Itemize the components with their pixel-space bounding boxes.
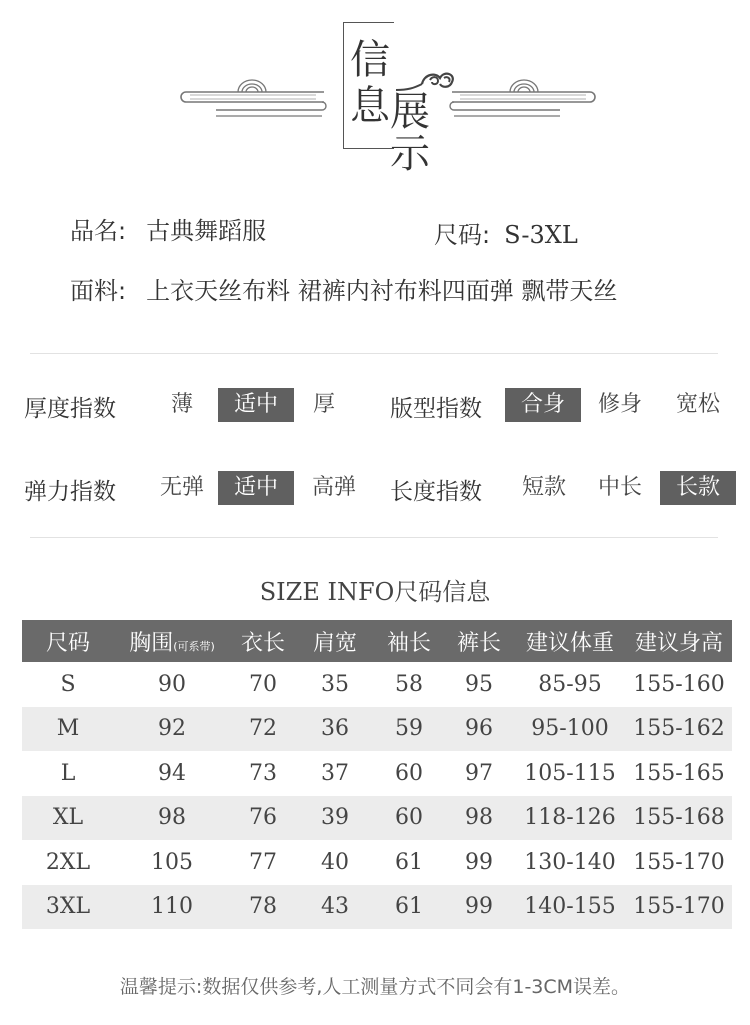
fit-index-label: 版型指数: [390, 396, 482, 422]
length-index-label: 长度指数: [390, 479, 482, 505]
table-cell: 39: [296, 796, 374, 841]
table-cell: 97: [465, 760, 493, 786]
table-cell: 76: [230, 796, 296, 841]
table-cell: 73: [249, 760, 277, 786]
table-cell: 58: [395, 671, 423, 697]
table-row: [22, 885, 732, 930]
length-option-medium: 中长: [597, 475, 642, 500]
title-char-4: 示: [390, 131, 430, 177]
product-name-label: 品名:: [70, 217, 127, 245]
table-cell: 72: [230, 707, 296, 752]
table-cell: 2XL: [45, 849, 91, 875]
table-row: [22, 751, 732, 796]
table-cell: 99: [465, 849, 493, 875]
title-char-1: 信: [350, 37, 390, 83]
table-cell: 98: [114, 796, 230, 841]
header-chest-label: 胸围: [129, 630, 174, 656]
table-cell: 118-126: [514, 796, 626, 841]
table-cell: 95-100: [514, 707, 626, 752]
product-size-value: S-3XL: [504, 221, 578, 249]
product-fabric-value: 上衣天丝布料 裙裤内衬布料四面弹 飘带天丝: [146, 277, 618, 305]
thickness-index-label: 厚度指数: [24, 396, 116, 422]
table-cell: 98: [444, 796, 514, 841]
table-cell: 155-170: [633, 849, 725, 875]
table-cell: 155-165: [633, 760, 725, 786]
size-table-header-row: [22, 620, 732, 662]
elasticity-option-medium: 适中: [218, 471, 294, 505]
table-cell: 35: [321, 671, 349, 697]
elasticity-index-label: 弹力指数: [24, 479, 116, 505]
table-row: [22, 707, 732, 752]
product-name-value: 古典舞蹈服: [146, 217, 267, 245]
size-table: [22, 620, 732, 929]
elasticity-option-high: 高弹: [311, 475, 356, 500]
table-cell: 94: [158, 760, 186, 786]
table-cell: 155-160: [633, 671, 725, 697]
table-cell: L: [60, 760, 76, 786]
header-pants-length: 裤长: [444, 620, 514, 662]
table-cell: 130-140: [524, 849, 616, 875]
table-cell: 85-95: [538, 671, 602, 697]
table-cell: 140-155: [514, 885, 626, 930]
size-info-title-en: SIZE INFO: [259, 578, 395, 606]
left-wing-ornament-icon: [176, 72, 328, 122]
table-cell: 99: [444, 885, 514, 930]
table-cell: 155-162: [626, 707, 732, 752]
table-cell: 61: [374, 885, 444, 930]
table-cell: 105-115: [524, 760, 616, 786]
size-info-title-cn: 尺码信息: [394, 578, 491, 606]
table-cell: 60: [374, 796, 444, 841]
table-cell: 90: [158, 671, 186, 697]
header-weight: 建议体重: [514, 620, 626, 662]
table-cell: 70: [249, 671, 277, 697]
elasticity-option-none: 无弹: [159, 475, 204, 500]
divider-middle: [30, 537, 718, 538]
table-cell: 60: [395, 760, 423, 786]
table-cell: 110: [114, 885, 230, 930]
table-cell: 96: [444, 707, 514, 752]
table-row: [22, 840, 732, 885]
table-cell: XL: [22, 796, 114, 841]
header-height: 建议身高: [626, 620, 732, 662]
length-option-long: 长款: [660, 471, 736, 505]
table-cell: 155-168: [626, 796, 732, 841]
table-row: [22, 662, 732, 707]
product-name-row: [70, 211, 266, 246]
size-info-title: [0, 572, 750, 607]
table-cell: S: [60, 671, 76, 697]
table-cell: 37: [321, 760, 349, 786]
fit-option-regular: 合身: [505, 388, 581, 422]
table-cell: 59: [374, 707, 444, 752]
table-cell: 95: [465, 671, 493, 697]
product-fabric-row: [70, 271, 617, 306]
table-cell: 78: [230, 885, 296, 930]
measurement-note: 温馨提示:数据仅供参考,人工测量方式不同会有1-3CM误差。: [119, 976, 631, 998]
table-cell: 36: [296, 707, 374, 752]
table-cell: 3XL: [22, 885, 114, 930]
table-row: [22, 796, 732, 841]
divider-top: [30, 353, 718, 354]
table-cell: 43: [296, 885, 374, 930]
table-cell: 77: [249, 849, 277, 875]
thickness-option-thick: 厚: [312, 392, 335, 417]
fit-option-loose: 宽松: [675, 392, 720, 417]
right-wing-ornament-icon: [448, 72, 600, 122]
title-char-3: 展: [390, 89, 430, 135]
header-chest: [114, 620, 230, 662]
fit-option-slim: 修身: [597, 392, 642, 417]
header-shoulder: 肩宽: [296, 620, 374, 662]
thickness-option-thin: 薄: [170, 392, 193, 417]
table-cell: 92: [114, 707, 230, 752]
product-size-row: [434, 215, 578, 250]
product-fabric-label: 面料:: [70, 277, 127, 305]
product-size-label: 尺码:: [434, 221, 491, 249]
title-char-2: 息: [350, 83, 390, 129]
table-cell: 40: [321, 849, 349, 875]
header-chest-note: (可系带): [173, 639, 215, 653]
table-cell: M: [22, 707, 114, 752]
table-cell: 105: [151, 849, 193, 875]
length-option-short: 短款: [521, 475, 566, 500]
table-cell: 61: [395, 849, 423, 875]
header-size: 尺码: [22, 620, 114, 662]
header-sleeve: 袖长: [374, 620, 444, 662]
thickness-option-medium: 适中: [218, 388, 294, 422]
header-length: 衣长: [230, 620, 296, 662]
table-cell: 155-170: [626, 885, 732, 930]
